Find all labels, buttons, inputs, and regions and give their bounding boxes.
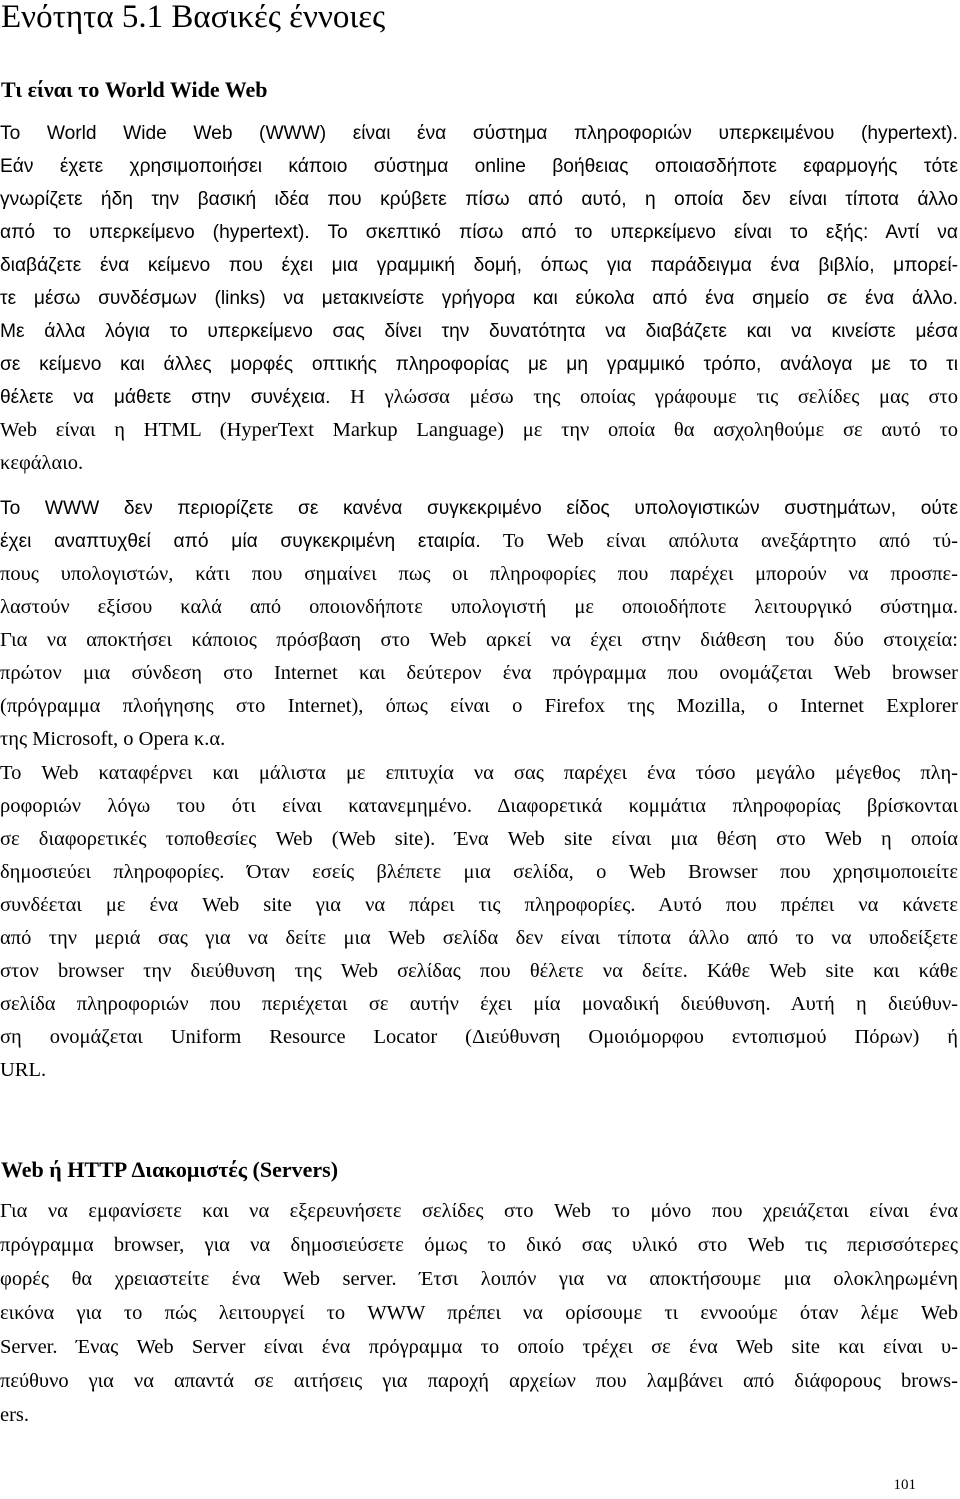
text-line xyxy=(0,381,958,414)
text-line xyxy=(0,525,958,558)
text-line: διαβάζετε ένα κείμενο που έχει μια γραμμική δομή, όπως για παράδειγμα ένα βιβλίο, μπορεί- xyxy=(0,255,958,276)
text-line: φορές θα χρειαστείτε ένα Web server. Έτσι λοιπόν για να αποκτήσουμε μια ολοκληρωμένη xyxy=(0,1268,958,1290)
text-line: Server. Ένας Web Server είναι ένα πρόγραμμα το οποίο τρέχει σε ένα Web site και είναι υ- xyxy=(0,1336,958,1358)
text-line: εικόνα για το πώς λειτουργεί το WWW πρέπει να ορίσουμε τι εννοούμε όταν λέμε Web xyxy=(0,1302,958,1324)
paragraph-www-definition xyxy=(0,117,958,480)
text-line: Εάν έχετε χρησιμοποιήσει κάποιο σύστημα online βοήθειας οποιασδήποτε εφαρμογής τότε xyxy=(0,156,958,177)
text-line: από την μεριά σας για να δείτε μια Web σελίδα δεν είναι τίποτα άλλο από το να υποδείξετε xyxy=(0,927,958,949)
text-line: URL. xyxy=(0,1059,47,1081)
text-line: Το WWW δεν περιορίζετε σε κανένα συγκεκριμένο είδος υπολογιστικών συστημάτων, ούτε xyxy=(0,498,958,519)
text-line: ers. xyxy=(0,1404,30,1426)
text-line: πους υπολογιστών, κάτι που σημαίνει πως οι πληροφορίες που παρέχει μπορούν να προσπε- xyxy=(0,563,958,585)
chapter-title: Ενότητα 5.1 Βασικές έννοιες xyxy=(1,0,386,35)
text-line: Web είναι η HTML (HyperText Markup Language) με την οποία θα ασχοληθούμε σε αυτό το xyxy=(0,419,958,441)
text-line: πρόγραμμα browser, για να δημοσιεύσετε όμως το δικό σας υλικό στο Web τις περισσότερες xyxy=(0,1234,958,1256)
paragraph-www-independence xyxy=(0,492,958,756)
text-line: Το World Wide Web (WWW) είναι ένα σύστημα πληροφοριών υπερκειμένου (hypertext). xyxy=(0,123,958,144)
section-heading-www: Τι είναι το World Wide Web xyxy=(1,77,268,102)
text-line: πρώτον μια σύνδεση στο Internet και δεύτερον ένα πρόγραμμα που ονομάζεται Web browser xyxy=(0,662,958,684)
text-line: δημοσιεύει πληροφορίες. Όταν εσείς βλέπετε μια σελίδα, ο Web Browser που χρησιμοποιείτε xyxy=(0,861,958,883)
text-line: τε μέσω συνδέσμων (links) να μετακινείστε γρήγορα και εύκολα από ένα σημείο σε ένα άλλο. xyxy=(0,288,958,309)
text-line xyxy=(0,216,958,249)
text-line: στον browser την διεύθυνση της Web σελίδας που θέλετε να δείτε. Κάθε Web site και κάθε xyxy=(0,960,958,982)
text-line: της Microsoft, ο Opera κ.α. xyxy=(0,728,226,750)
text-line: σε διαφορετικές τοποθεσίες Web (Web site). Ένα Web site είναι μια θέση στο Web η οποία xyxy=(0,828,958,850)
text-segment: θέλετε να μάθετε στην συνέχεια. xyxy=(0,387,331,408)
text-segment: Το Web είναι απόλυτα ανεξάρτητο από τύ- xyxy=(480,530,958,552)
text-line: Το Web καταφέρνει και μάλιστα με επιτυχία να σας παρέχει ένα τόσο μεγάλο μέγεθος πλη- xyxy=(0,762,958,784)
text-segment: Το σκεπτικό πίσω από το υπερκείμενο είναι το εξής: Αντί να xyxy=(309,222,958,243)
text-segment: Η γλώσσα μέσω της οποίας γράφουμε τις σελίδες μας στο xyxy=(330,386,958,408)
text-line: Με άλλα λόγια το υπερκείμενο σας δίνει την δυνατότητα να διαβάζετε και να κινείστε μέσα xyxy=(0,321,958,342)
section-heading-servers: Web ή HTTP Διακομιστές (Servers) xyxy=(1,1157,339,1182)
text-line: (πρόγραμμα πλοήγησης στο Internet), όπως είναι ο Firefox της Mozilla, ο Internet Explorer xyxy=(0,695,958,717)
text-line: ση ονομάζεται Uniform Resource Locator (Διεύθυνση Ομοιόμορφου εντοπισμού Πόρων) ή xyxy=(0,1026,958,1048)
text-line: σε κείμενο και άλλες μορφές οπτικής πληροφορίας με μη γραμμικό τρόπο, ανάλογα με το τι xyxy=(0,354,958,375)
text-line: σελίδα πληροφοριών που περιέχεται σε αυτήν έχει μία μοναδική διεύθυνση. Αυτή η διεύθυν- xyxy=(0,993,958,1015)
paragraph-web-sites-and-urls xyxy=(0,757,958,1087)
page-number: 101 xyxy=(893,1477,916,1493)
text-line: ροφοριών λόγω του ότι είναι κατανεμημένο. Διαφορετικά κομμάτια πληροφορίας βρίσκονται xyxy=(0,795,958,817)
text-segment: έχει αναπτυχθεί από μία συγκεκριμένη εταιρία. xyxy=(0,531,481,552)
text-line: Για να αποκτήσει κάποιος πρόσβαση στο Web αρκεί να έχει στην διάθεση του δύο στοιχεία: xyxy=(0,629,958,651)
text-line: κεφάλαιο. xyxy=(0,452,84,474)
text-line: γνωρίζετε ήδη την βασική ιδέα που κρύβετε πίσω από αυτό, η οποία δεν είναι τίποτα άλλο xyxy=(0,189,958,210)
text-line: Για να εμφανίσετε και να εξερευνήσετε σελίδες στο Web το μόνο που χρειάζεται είναι ένα xyxy=(0,1200,958,1222)
text-line: συνδέεται με ένα Web site για να πάρει τις πληροφορίες. Αυτό που πρέπει να κάνετε xyxy=(0,894,958,916)
text-segment: από το υπερκείμενο (hypertext). xyxy=(0,222,310,243)
text-line: λαστούν εξίσου καλά από οποιονδήποτε υπολογιστή με οποιοδήποτε λειτουργικό σύστημα. xyxy=(0,596,958,618)
text-line: πεύθυνο για να απαντά σε αιτήσεις για παροχή αρχείων που λαμβάνει από διάφορους brows- xyxy=(0,1370,958,1392)
paragraph-web-servers xyxy=(0,1194,958,1432)
